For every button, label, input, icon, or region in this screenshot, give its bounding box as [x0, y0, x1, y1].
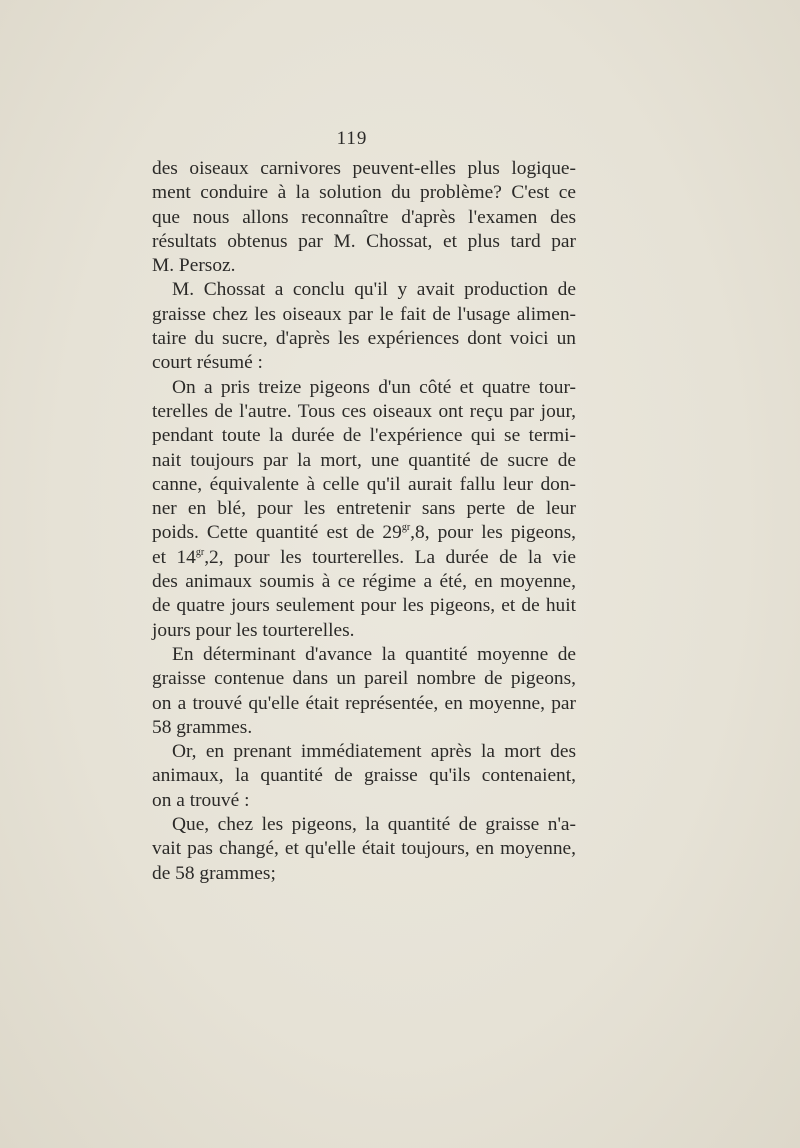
- text-line: pendant toute la durée de l'expérience qui se termi-: [152, 425, 576, 447]
- paragraph-4: [152, 643, 576, 740]
- text-line: taire du sucre, d'après les expériences dont voici un: [152, 328, 576, 350]
- text-line-weights-pigeons: [152, 521, 576, 545]
- text-line-weights-turtledoves: [152, 546, 576, 570]
- text-line: nait toujours par la mort, une quantité de sucre de: [152, 449, 576, 471]
- text-line: graisse chez les oiseaux par le fait de l'usage alimen-: [152, 303, 576, 325]
- text-line: animaux, la quantité de graisse qu'ils contenaient,: [152, 765, 576, 787]
- text-line: résultats obtenus par M. Chossat, et plus tard par: [152, 230, 576, 252]
- text-line: de 58 grammes;: [152, 862, 276, 884]
- text-fragment: et: [152, 546, 177, 568]
- text-line: Or, en prenant immédiatement après la mort des: [172, 741, 576, 763]
- text-line: canne, équivalente à celle qu'il aurait fallu leur don-: [152, 473, 576, 495]
- paragraph-3: [152, 376, 576, 643]
- text-line: court résumé :: [152, 352, 263, 374]
- text-line: M. Persoz.: [152, 255, 236, 277]
- text-line: 58 grammes.: [152, 716, 253, 738]
- page-number: 119: [336, 128, 368, 149]
- body-text: [152, 157, 576, 886]
- text-line: En déterminant d'avance la quantité moyenne de: [172, 643, 576, 665]
- text-line: graisse contenue dans un pareil nombre de pigeons,: [152, 668, 576, 690]
- text-line: des animaux soumis à ce régime a été, en moyenne,: [152, 571, 576, 593]
- text-line: des oiseaux carnivores peuvent-elles plus logique-: [152, 158, 576, 179]
- paragraph-2: [152, 278, 576, 375]
- text-line: de quatre jours seulement pour les pigeons, et de huit: [152, 595, 576, 617]
- text-fragment: poids. Cette quantité est de: [152, 522, 383, 544]
- text-line: ner en blé, pour les entretenir sans perte de leur: [152, 498, 576, 520]
- paragraph-6: [152, 813, 576, 886]
- unit-superscript: gr: [401, 522, 411, 534]
- text-line: Que, chez les pigeons, la quantité de graisse n'a-: [172, 814, 576, 836]
- pigeon-sugar-quantity: 29: [382, 522, 402, 544]
- text-line: M. Chossat a conclu qu'il y avait production de: [172, 279, 576, 301]
- text-line: on a trouvé qu'elle était représentée, en moyenne, par: [152, 692, 576, 714]
- paragraph-5: [152, 740, 576, 813]
- text-line: On a pris treize pigeons d'un côté et quatre tour-: [172, 376, 576, 398]
- text-line: on a trouvé :: [152, 789, 250, 811]
- text-fragment: ,8, pour les pigeons,: [410, 522, 576, 544]
- text-line: que nous allons reconnaître d'après l'examen des: [152, 206, 576, 228]
- text-line: terelles de l'autre. Tous ces oiseaux ont reçu par jour,: [152, 400, 576, 422]
- unit-superscript: gr: [195, 546, 205, 558]
- text-line: ment conduire à la solution du problème? C'est ce: [152, 182, 576, 204]
- text-fragment: ,2, pour les tourterelles. La durée de la vie: [204, 546, 576, 568]
- text-line: vait pas changé, et qu'elle était toujours, en moyenne,: [152, 838, 576, 860]
- text-line: jours pour les tourterelles.: [152, 619, 355, 641]
- turtledove-sugar-quantity: 14: [176, 546, 196, 568]
- paragraph-1: [152, 157, 576, 278]
